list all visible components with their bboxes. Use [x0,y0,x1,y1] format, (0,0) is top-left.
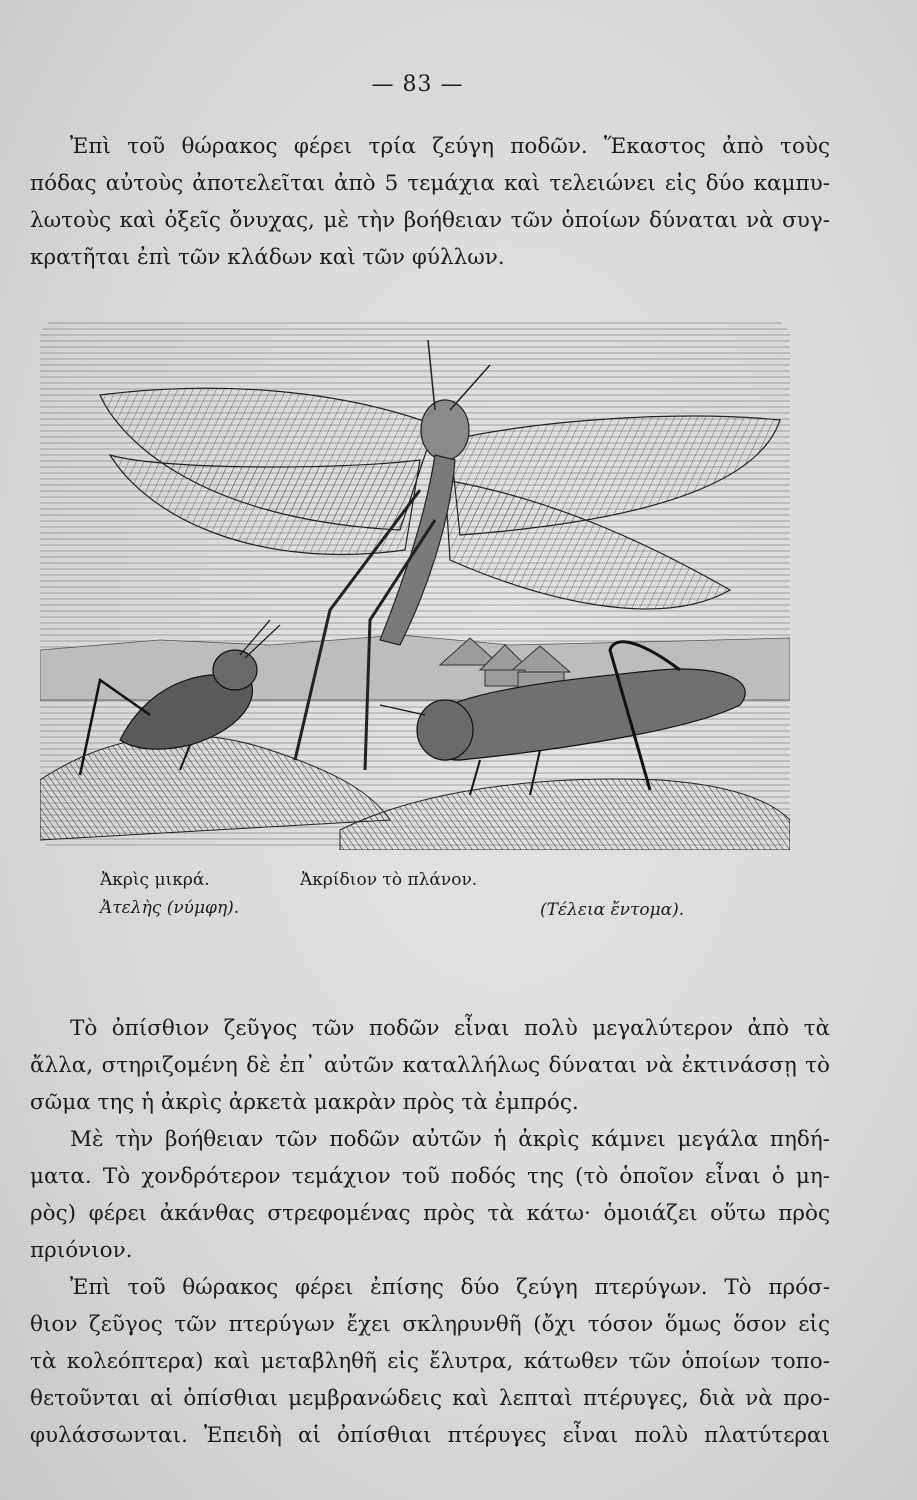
locust-engraving [40,320,790,850]
text-line: Ἐπὶ τοῦ θώρακος φέρει τρία ζεύγη ποδῶν. Ἕκαστος ἀπὸ τοὺς [70,134,830,159]
caption-wandering-locust: Ἀκρίδιον τὸ πλάνον. [300,870,478,890]
text-line: Μὲ τὴν βοήθειαν τῶν ποδῶν αὐτῶν ἡ ἀκρὶς κάμνει μεγάλα πηδή- [70,1127,830,1152]
caption-nymph: Ἀτελὴς (νύμφη). [100,898,240,918]
text-line: ἄλλα, στηριζομένη δὲ ἐπ᾽ αὐτῶν καταλλήλως δύναται νὰ ἐκτινάσσῃ τὸ [30,1053,830,1078]
text-line: ρὸς) φέρει ἀκάνθας στρεφομένας πρὸς τὰ κάτω· ὁμοιάζει οὕτω πρὸς [30,1201,830,1226]
page-number: — 83 — [371,72,464,97]
text-line: θετοῦνται αἱ ὀπίσθιαι μεμβρανώδεις καὶ λεπταὶ πτέρυγες, διὰ νὰ προ- [30,1386,830,1411]
text-line: λωτοὺς καὶ ὀξεῖς ὄνυχας, μὲ τὴν βοήθειαν τῶν ὁποίων δύναται νὰ συγ- [30,208,830,233]
text-line: ματα. Τὸ χονδρότερον τεμάχιον τοῦ ποδός της (τὸ ὁποῖον εἶναι ὁ μη- [30,1164,830,1189]
text-line: τὰ κολεόπτερα) καὶ μεταβληθῆ εἰς ἔλυτρα, κάτωθεν τῶν ὁποίων τοπο- [30,1349,830,1374]
text-line: κρατῆται ἐπὶ τῶν κλάδων καὶ τῶν φύλλων. [30,245,505,270]
text-line: θιον ζεῦγος τῶν πτερύγων ἔχει σκληρυνθῆ (ὄχι τόσον ὅμως ὅσον εἰς [30,1312,830,1337]
text-line: πόδας αὐτοὺς ἀποτελεῖται ἀπὸ 5 τεμάχια καὶ τελειώνει εἰς δύο καμπυ- [30,171,830,196]
text-line: Ἐπὶ τοῦ θώρακος φέρει ἐπίσης δύο ζεύγη πτερύγων. Τὸ πρόσ- [70,1275,830,1300]
paragraph-hind-legs-wings [30,1010,830,1454]
caption-adult-insects: (Τέλεια ἔντομα). [540,900,685,920]
paragraph-thorax-legs [30,128,830,276]
text-line: πριόνιον. [30,1238,133,1263]
text-line: Τὸ ὀπίσθιον ζεῦγος τῶν ποδῶν εἶναι πολὺ μεγαλύτερον ἀπὸ τὰ [70,1016,830,1041]
caption-small-locust: Ἀκρὶς μικρά. [100,870,210,890]
text-line: φυλάσσωνται. Ἐπειδὴ αἱ ὀπίσθιαι πτέρυγες εἶναι πολὺ πλατύτεραι [30,1423,830,1448]
text-line: σῶμα της ἡ ἀκρὶς ἀρκετὰ μακρὰν πρὸς τὰ ἐμπρός. [30,1090,579,1115]
